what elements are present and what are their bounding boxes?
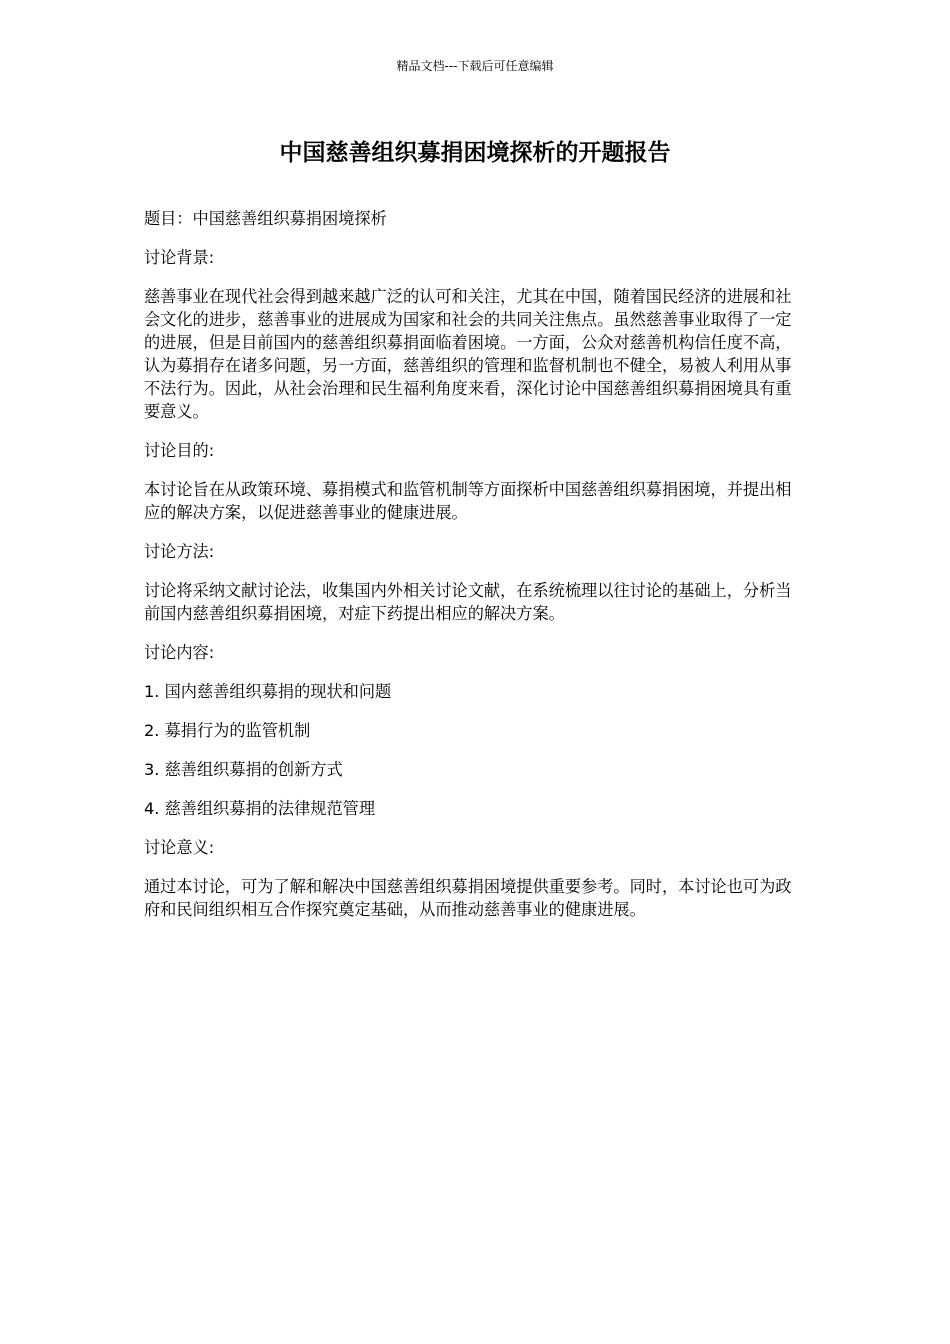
method-heading: 讨论方法: [144,542,215,561]
background-paragraph: 慈善事业在现代社会得到越来越广泛的认可和关注，尤其在中国，随着国民经济的进展和社会文化的进步，慈善事业的进展成为国家和社会的共同关注焦点。虽然慈善事业取得了一定的进展，但是目前国内的慈善组织募捐面临着困境。一方面，公众对慈善机构信任度不高，认为募捐存在诸多问题，另一方面，慈善组织的管理和监督机制也不健全，易被人利用从事不法行为。因此，从社会治理和民生福利角度来看，深化讨论中国慈善组织募捐困境具有重要意义。 [144,287,792,421]
document-title: 中国慈善组织募捐困境探析的开题报告 [279,140,671,166]
list-item: 4. 慈善组织募捐的法律规范管理 [144,799,376,818]
significance-paragraph: 通过本讨论，可为了解和解决中国慈善组织募捐困境提供重要参考。同时，本讨论也可为政府和民间组织相互合作探究奠定基础，从而推动慈善事业的健康进展。 [144,877,792,919]
topic-line: 题目：中国慈善组织募捐困境探析 [144,209,387,228]
content-list [144,680,796,820]
background-heading: 讨论背景: [144,248,215,267]
list-item: 2. 募捐行为的监管机制 [144,721,311,740]
list-item: 1. 国内慈善组织募捐的现状和问题 [144,682,392,701]
significance-heading: 讨论意义: [144,838,215,857]
document-body [144,207,796,937]
list-item: 3. 慈善组织募捐的创新方式 [144,760,343,779]
method-paragraph: 讨论将采纳文献讨论法，收集国内外相关讨论文献，在系统梳理以往讨论的基础上，分析当前国内慈善组织募捐困境，对症下药提出相应的解决方案。 [144,581,792,623]
purpose-paragraph: 本讨论旨在从政策环境、募捐模式和监管机制等方面探析中国慈善组织募捐困境，并提出相应的解决方案，以促进慈善事业的健康进展。 [144,480,792,522]
page-header: 精品文档---下载后可任意编辑 [396,59,554,73]
content-heading: 讨论内容: [144,643,215,662]
purpose-heading: 讨论目的: [144,441,215,460]
